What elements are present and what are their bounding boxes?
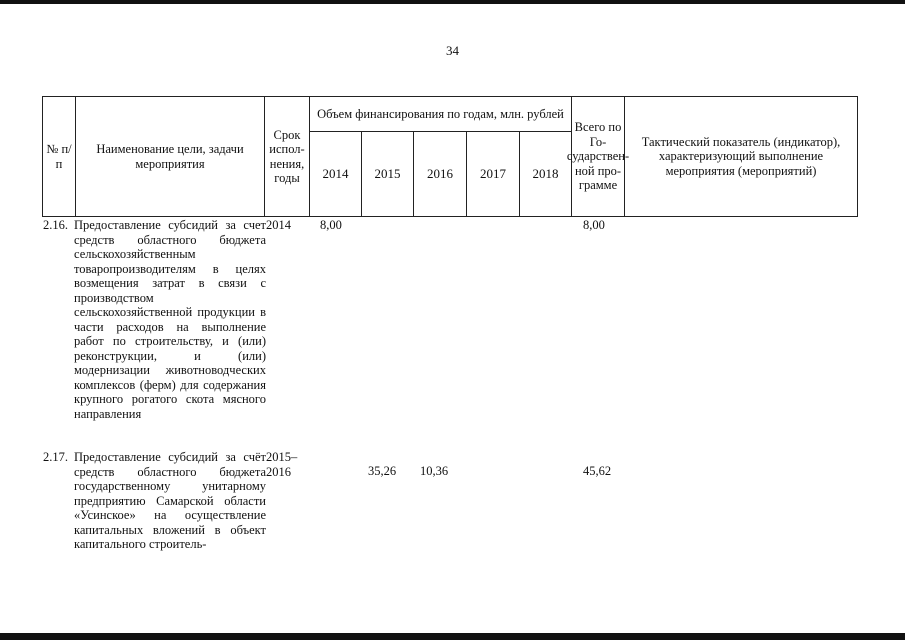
row-description: Предоставление субсидий за счет средств областного бюджета сельскохозяйственным товаропроизводителям в целях возмещения затрат в связи с производством сельскохозяйственной продукции в части расходов на выполнение работ по строительству, и (или) реконструкции, и (или) модернизации животноводческих комплексов (ферм) для содержания крупного рогатого скота мясного направления [74, 218, 266, 421]
header-funding: Объем финансирования по годам, млн. рублей [309, 96, 572, 132]
bottom-border [0, 633, 905, 640]
row-total: 45,62 [583, 464, 612, 478]
row-term: 2015–2016 [266, 450, 298, 479]
header-year-2015: 2015 [361, 131, 414, 217]
row-total: 8,00 [583, 218, 605, 232]
header-name: Наименование цели, задачи мероприятия [75, 96, 265, 217]
header-term: Срок испол-нения, годы [264, 96, 310, 217]
row-num: 2.16. [43, 218, 68, 232]
header-total: Всего по Го-сударствен-ной про-грамме [571, 96, 625, 217]
row-value-2014: 8,00 [320, 218, 342, 232]
row-value-2015: 35,26 [368, 464, 397, 478]
header-year-2016: 2016 [413, 131, 467, 217]
row-num: 2.17. [43, 450, 68, 464]
page-number: 34 [446, 43, 459, 58]
row-description: Предоставление субсидий за счёт средств областного бюджета государственному унитарному предприятию Самарской области «Усинское» на осуществление капитальных вложений в объект капитального строитель- [74, 450, 266, 551]
row-value-2016: 10,36 [420, 464, 449, 478]
header-num: № п/п [42, 96, 76, 217]
header-indicator: Тактический показатель (индикатор), характеризующий выполнение мероприятия (мероприятий) [624, 96, 858, 217]
header-year-2014: 2014 [309, 131, 362, 217]
header-year-2018: 2018 [519, 131, 572, 217]
header-year-2017: 2017 [466, 131, 520, 217]
top-border [0, 0, 905, 4]
row-term: 2014 [266, 218, 291, 232]
